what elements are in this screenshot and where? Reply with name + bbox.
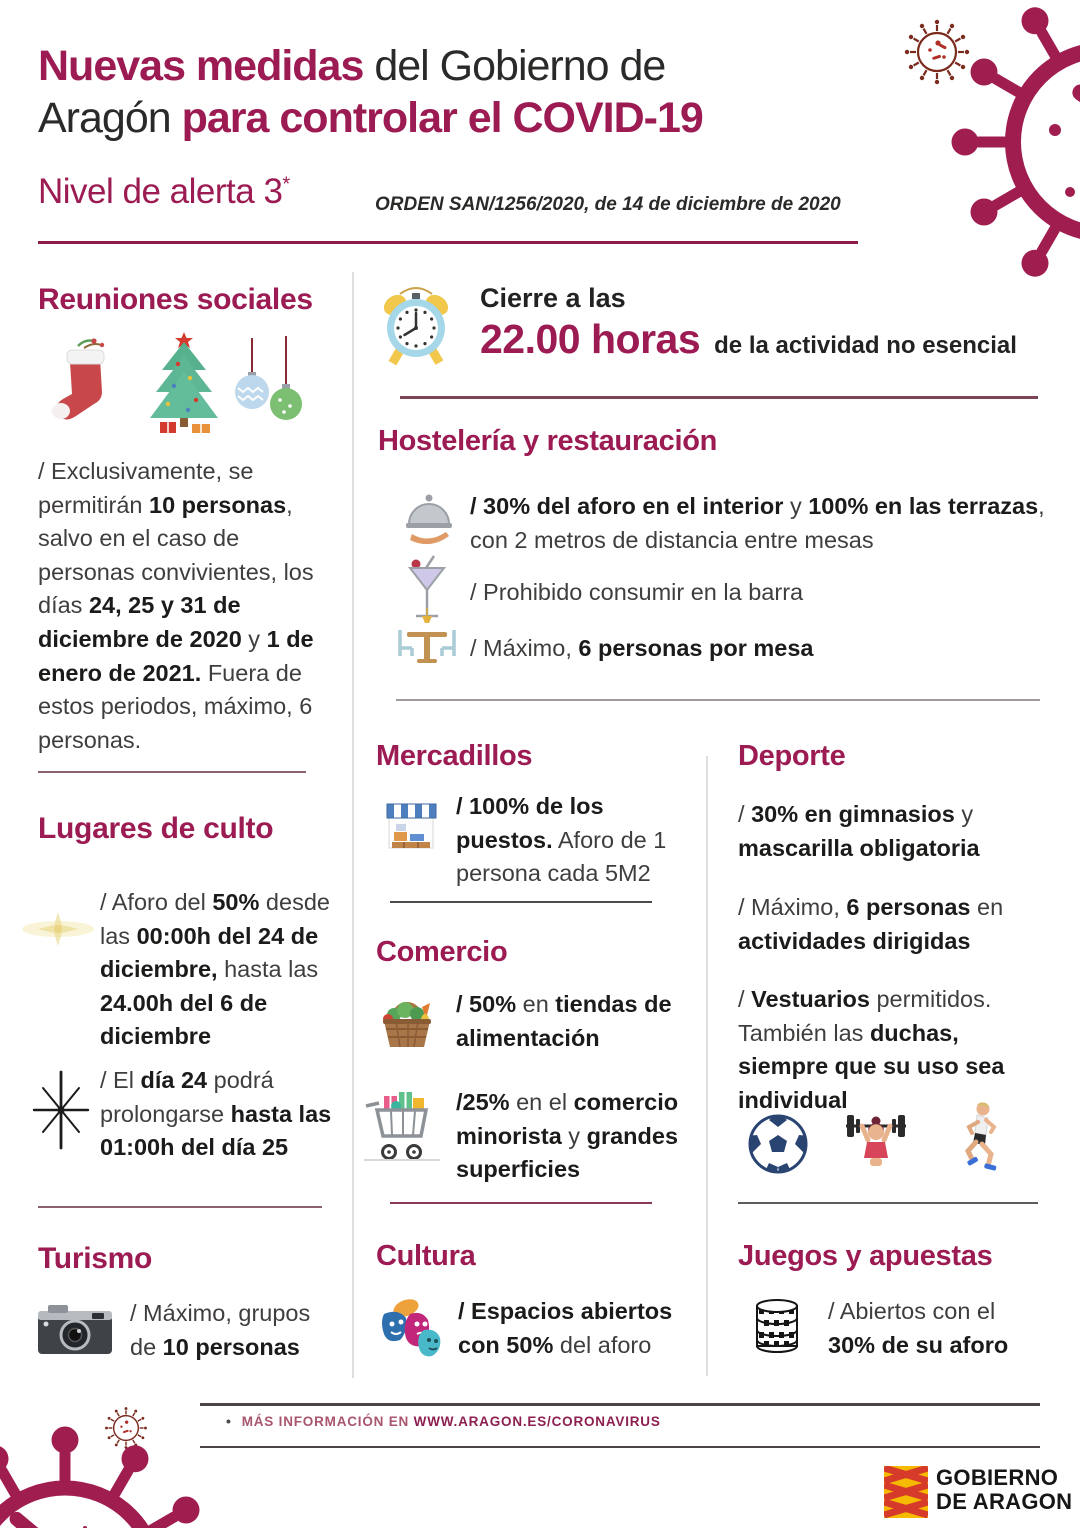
text-run: / Espacios abiertos con 50% — [458, 1298, 673, 1358]
deporte-bullet2 — [738, 891, 1038, 958]
text-run: duchas, siempre que su uso sea individual — [738, 1019, 1005, 1113]
hosteleria-bullet1 — [470, 490, 1045, 557]
deporte-bullet3 — [738, 983, 1043, 1117]
market-stall-icon — [382, 798, 440, 858]
section-title-mercadillos: Mercadillos — [376, 740, 533, 772]
footer-rule-bottom — [200, 1446, 1040, 1448]
coronavirus-url-link[interactable]: WWW.ARAGON.ES/CORONAVIRUS — [413, 1414, 661, 1429]
aragon-logo-text — [936, 1466, 1072, 1514]
text-run: 24.00h del 6 de diciembre — [100, 989, 268, 1050]
big-virus-icon — [920, 0, 1080, 280]
text-run: 30% en gimnasios — [751, 801, 955, 827]
bullet-dot: • — [226, 1413, 232, 1429]
text-run: tiendas de alimentación — [456, 991, 672, 1051]
lugares-bullet2 — [100, 1064, 340, 1165]
closure-intro: Cierre a las — [480, 283, 626, 313]
section-title-hosteleria: Hostelería y restauración — [378, 425, 718, 457]
text-run: / Aforo del — [100, 889, 213, 915]
text-run: podrá prolongarse — [100, 1067, 274, 1127]
text-run: 10 personas — [162, 1333, 300, 1360]
section-title-reuniones: Reuniones sociales — [38, 283, 313, 316]
text-run: 100% en las terrazas — [808, 493, 1039, 519]
cloche-icon — [402, 490, 456, 548]
theater-masks-icon — [376, 1296, 446, 1360]
closure-rule — [400, 396, 1038, 399]
text-run: , salvo en el caso de personas convivientes, los días — [38, 491, 314, 619]
text-run: / 50% — [456, 991, 517, 1017]
section-title-juegos: Juegos y apuestas — [738, 1240, 993, 1272]
grocery-basket-icon — [376, 993, 438, 1053]
comercio-rule — [390, 1202, 652, 1204]
logo-line2: DE ARAGON — [936, 1488, 1073, 1514]
text-run: hasta las 01:00h del día 25 — [100, 1100, 332, 1161]
left-column-divider — [352, 272, 354, 1378]
logo-line1: GOBIERNO — [936, 1465, 1059, 1490]
text-run: Aragón — [38, 94, 182, 143]
footer-rule-top — [200, 1403, 1040, 1406]
reuniones-rule — [38, 771, 306, 773]
text-run: del Gobierno de — [363, 42, 666, 90]
page-title — [38, 40, 878, 145]
comercio-bullet2 — [456, 1086, 701, 1187]
text-run: / 30% del aforo en el interior — [470, 493, 784, 519]
camera-icon — [36, 1302, 114, 1358]
text-run: Fuera de estos periodos, máximo, 6 personas. — [38, 659, 313, 753]
text-run: / El — [100, 1067, 141, 1093]
text-run: en — [970, 894, 1004, 920]
text-run: / Máximo, — [738, 894, 847, 920]
text-run: / Máximo, grupos de — [130, 1300, 311, 1360]
section-title-turismo: Turismo — [38, 1242, 153, 1275]
alert-asterisk: * — [282, 173, 290, 196]
order-reference: ORDEN SAN/1256/2020, de 14 de diciembre de 2020 — [375, 194, 841, 215]
section-title-cultura: Cultura — [376, 1240, 476, 1272]
section-title-comercio: Comercio — [376, 936, 508, 968]
reuniones-text — [38, 455, 330, 757]
text-run: , con 2 metros de distancia entre mesas — [470, 493, 1045, 553]
ornaments-icon — [232, 334, 304, 432]
poker-chips-icon — [752, 1294, 802, 1358]
text-run: / Máximo, — [470, 635, 579, 661]
lugares-bullet1 — [100, 886, 340, 1054]
hosteleria-rule — [396, 699, 1040, 701]
weightlifting-icon — [842, 1106, 910, 1178]
text-run: desde las — [100, 889, 330, 949]
text-run: 6 personas por mesa — [578, 635, 814, 661]
closure-rest: de la actividad no esencial — [714, 332, 1017, 359]
title-line1 — [38, 40, 878, 92]
bethlehem-star-icon — [30, 1070, 92, 1150]
text-run: / Exclusivamente, se permitirán — [38, 458, 254, 518]
juegos-text — [828, 1295, 1048, 1362]
mercadillos-text — [456, 790, 694, 891]
text-run: / — [738, 986, 752, 1012]
soccer-ball-icon — [746, 1112, 810, 1176]
text-run: 10 personas — [149, 491, 287, 518]
lugares-rule — [38, 1206, 322, 1208]
header-rule — [38, 241, 858, 244]
text-run: grandes superficies — [456, 1122, 679, 1183]
text-run: para controlar el COVID-19 — [181, 94, 703, 143]
aragon-logo-mark — [884, 1466, 928, 1518]
text-run: del aforo — [553, 1331, 652, 1358]
closure-info — [480, 283, 1017, 363]
closure-time-row — [480, 316, 1017, 363]
text-run: /25% — [456, 1089, 510, 1115]
deporte-rule — [738, 1202, 1038, 1204]
text-run: y — [241, 625, 267, 652]
text-run: y — [954, 801, 974, 827]
text-run: 00:00h del 24 de diciembre, — [100, 922, 319, 983]
text-run: 1 de enero de 2021. — [38, 625, 314, 686]
text-run: 50% — [212, 889, 260, 915]
hosteleria-bullet3 — [470, 632, 990, 666]
title-line2 — [38, 92, 878, 144]
alarm-clock-icon — [380, 280, 452, 368]
deporte-bullet1 — [738, 798, 1038, 865]
christmas-tree-icon — [140, 330, 228, 436]
text-run: / 100% de los puestos. — [456, 793, 604, 853]
text-run: 24, 25 y 31 de diciembre de 2020 — [38, 592, 242, 652]
candle-glow-icon — [18, 898, 98, 960]
text-run: / Abiertos con el — [828, 1298, 996, 1324]
alert-level-text: Nivel de alerta 3 — [38, 172, 283, 211]
text-run: y — [561, 1122, 587, 1149]
right-column-divider — [706, 756, 708, 1376]
running-icon — [948, 1100, 1006, 1178]
cultura-text — [458, 1295, 693, 1362]
mercadillos-rule — [390, 901, 652, 903]
text-run: / Prohibido consumir en la barra — [470, 579, 804, 605]
text-run: permitidos. También las — [738, 986, 992, 1046]
table-chairs-icon — [394, 608, 460, 670]
text-run: 30% de su aforo — [828, 1331, 1009, 1358]
big-virus-bottom-icon — [0, 1395, 235, 1528]
text-run: comercio minorista — [456, 1089, 679, 1149]
section-title-lugares: Lugares de culto — [38, 812, 274, 845]
text-run: / — [738, 801, 752, 827]
shopping-cart-icon — [362, 1090, 442, 1166]
text-run: 6 personas — [846, 894, 971, 920]
text-run: en — [516, 991, 556, 1017]
text-run: día 24 — [140, 1067, 208, 1093]
section-title-deporte: Deporte — [738, 740, 846, 772]
comercio-bullet1 — [456, 988, 701, 1055]
alert-level — [38, 172, 290, 212]
text-run: y — [783, 493, 809, 519]
footer-info — [226, 1413, 661, 1429]
text-run: actividades dirigidas — [738, 927, 971, 954]
text-run: Vestuarios — [751, 986, 870, 1012]
text-run: Nuevas medidas — [38, 42, 364, 90]
turismo-text — [130, 1297, 340, 1364]
closure-time: 22.00 horas — [480, 316, 701, 362]
text-run: hasta las — [217, 956, 319, 983]
text-run: mascarilla obligatoria — [738, 834, 980, 861]
text-run: en el — [509, 1089, 574, 1115]
hosteleria-bullet2 — [470, 576, 990, 610]
footer-info-label: MÁS INFORMACIÓN EN — [241, 1414, 414, 1429]
text-run: Aforo de 1 persona cada 5M2 — [456, 826, 667, 887]
christmas-stocking-icon — [44, 336, 116, 428]
